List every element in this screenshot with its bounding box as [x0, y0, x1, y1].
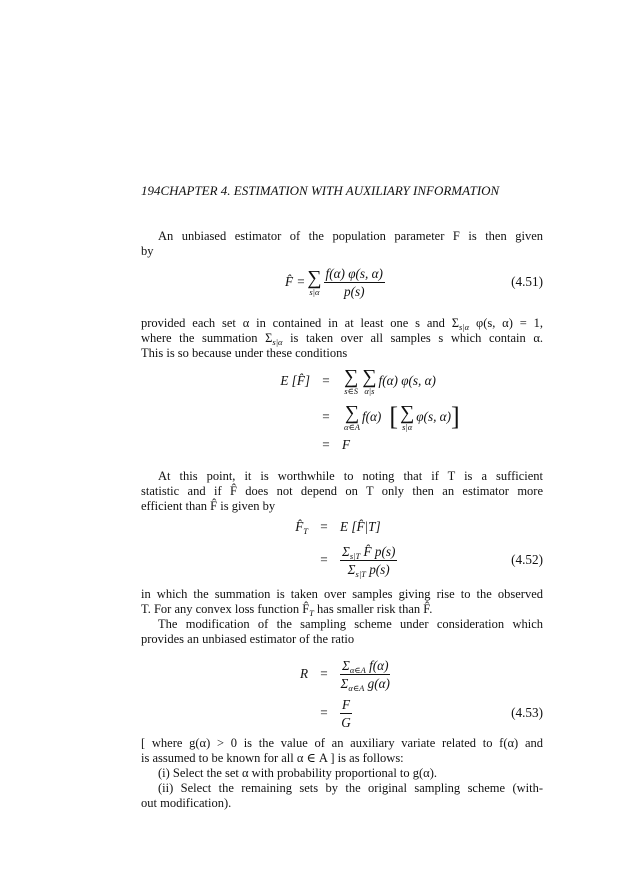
expectation-row-1: E [F̂] = ∑ s∈S ∑ α|s f(α) φ(s, α)	[280, 365, 436, 396]
equation-4-52-row-1: $F̂_T$ = E [F̂|T]	[295, 519, 381, 536]
paragraph-line: (i) Select the set α with probability proportional to g(α).	[158, 766, 438, 780]
fraction: $\frac{f(\alpha) \varphi(s, \alpha)}{p(s)}$	[325, 265, 383, 299]
paragraph-line: out modification).	[141, 796, 232, 810]
paragraph-line: by	[141, 244, 154, 258]
paragraph-line: At this point, it is worthwhile to noting that if T is a sufficient	[158, 469, 543, 483]
expectation-row-3: = F	[322, 437, 351, 452]
paragraph-line: provides an unbiased estimator of the ratio	[141, 632, 355, 646]
paragraph-line: provided each set α in contained in at least one s and $\Sigma_{s|\alpha}$ φ(s, α) = 1,	[141, 316, 543, 332]
paragraph-line: statistic and if F̂ does not depend on T only then an estimator more	[141, 484, 543, 498]
equation-number: (4.52)	[511, 552, 543, 567]
sum-symbol: ∑ s|α	[307, 266, 322, 297]
equation-4-53-row-2: = $\frac{F}{G}$	[320, 696, 351, 730]
expectation-row-2: = ∑ α∈A f(α) [ ∑ s|α φ(s, α) ]	[322, 401, 460, 432]
paragraph-line: in which the summation is taken over samples giving rise to the observed	[141, 587, 543, 601]
paragraph-line: [ where g(α) > 0 is the value of an auxiliary variate related to f(α) and	[141, 736, 543, 750]
paragraph-line: is assumed to be known for all α ∈ A ] is as follows:	[141, 751, 404, 765]
paragraph-line: This is so because under these conditions	[141, 346, 348, 360]
paragraph-line: efficient than F̂ is given by	[141, 499, 276, 513]
paragraph-line: An unbiased estimator of the population parameter F is then given	[158, 229, 543, 243]
equation-number: (4.53)	[511, 705, 543, 720]
equation-4-53-row-1: R = $\frac{\Sigma_{\alpha\in A} f(\alpha)}{\Sigma_{\alpha\in A} g(\alpha)}$	[299, 657, 390, 693]
equation-number: (4.51)	[511, 274, 543, 289]
running-header: 194CHAPTER 4. ESTIMATION WITH AUXILIARY INFORMATION	[141, 183, 500, 198]
paragraph-line: where the summation $\Sigma_{s|\alpha}$ is taken over all samples s which contain α.	[141, 331, 543, 347]
eq-lhs: F̂ =	[285, 274, 306, 289]
equation-4-51	[285, 262, 385, 302]
equation-4-52-row-2: = $\frac{\Sigma_{s|T} F̂ p(s)}{\Sigma_{s|T} p(s)}$	[320, 543, 396, 579]
paragraph-line: T. For any convex loss function $F̂_T$ has smaller risk than F̂.	[141, 602, 433, 618]
paragraph-line: The modification of the sampling scheme under consideration which	[158, 617, 543, 631]
paragraph-line: (ii) Select the remaining sets by the original sampling scheme (with-	[158, 781, 543, 795]
